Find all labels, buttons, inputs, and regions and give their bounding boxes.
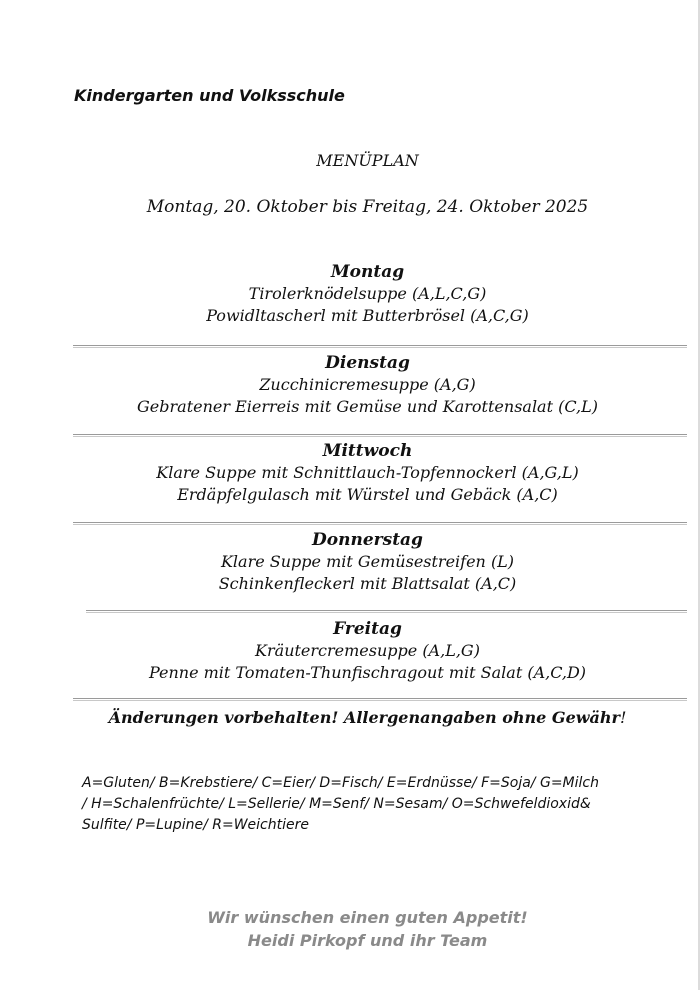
closing-greeting	[0, 906, 700, 952]
day-block-montag	[0, 261, 700, 327]
day-name: Donnerstag	[312, 530, 423, 550]
allergen-line: Sulfite/ P=Lupine/ R=Weichtiere	[82, 817, 309, 833]
day-soup: Kräutercremesuppe (A,L,G)	[255, 641, 480, 660]
allergen-legend	[82, 773, 662, 836]
day-name: Freitag	[333, 619, 402, 639]
day-main: Powidltascherl mit Butterbrösel (A,C,G)	[206, 306, 529, 325]
day-block-donnerstag	[0, 529, 700, 595]
day-main: Schinkenfleckerl mit Blattsalat (A,C)	[218, 574, 517, 593]
divider	[73, 698, 687, 701]
day-block-freitag	[0, 618, 700, 684]
day-name: Dienstag	[325, 353, 410, 373]
day-name: Mittwoch	[322, 441, 413, 461]
disclaimer-notice	[0, 708, 700, 727]
disclaimer-exclamation: !	[619, 708, 627, 727]
day-soup: Tirolerknödelsuppe (A,L,C,G)	[248, 284, 487, 303]
allergen-line: A=Gluten/ B=Krebstiere/ C=Eier/ D=Fisch/ E=Erdnüsse/ F=Soja/ G=Milch	[82, 775, 599, 791]
day-soup: Zucchinicremesuppe (A,G)	[259, 375, 476, 394]
day-main: Penne mit Tomaten-Thunfischragout mit Salat (A,C,D)	[148, 663, 587, 682]
day-block-mittwoch	[0, 440, 700, 506]
divider	[73, 522, 687, 525]
allergen-line: / H=Schalenfrüchte/ L=Sellerie/ M=Senf/ N=Sesam/ O=Schwefeldioxid&	[82, 796, 591, 812]
menu-title: MENÜPLAN	[316, 151, 419, 170]
day-main: Erdäpfelgulasch mit Würstel und Gebäck (A,C)	[177, 485, 558, 504]
closing-signature: Heidi Pirkopf und ihr Team	[247, 931, 488, 950]
date-range: Montag, 20. Oktober bis Freitag, 24. Oktober 2025	[146, 197, 589, 217]
divider	[73, 434, 687, 437]
day-soup: Klare Suppe mit Schnittlauch-Topfennockerl (A,G,L)	[156, 463, 579, 482]
disclaimer-text: Änderungen vorbehalten! Allergenangaben ohne Gewähr	[108, 708, 620, 727]
divider	[73, 345, 687, 348]
day-soup: Klare Suppe mit Gemüsestreifen (L)	[220, 552, 515, 571]
day-block-dienstag	[0, 352, 700, 418]
day-main: Gebratener Eierreis mit Gemüse und Karottensalat (C,L)	[137, 397, 598, 416]
school-name: Kindergarten und Volksschule	[74, 86, 345, 105]
divider	[86, 610, 687, 613]
day-name: Montag	[330, 262, 405, 282]
closing-line: Wir wünschen einen guten Appetit!	[207, 908, 528, 927]
